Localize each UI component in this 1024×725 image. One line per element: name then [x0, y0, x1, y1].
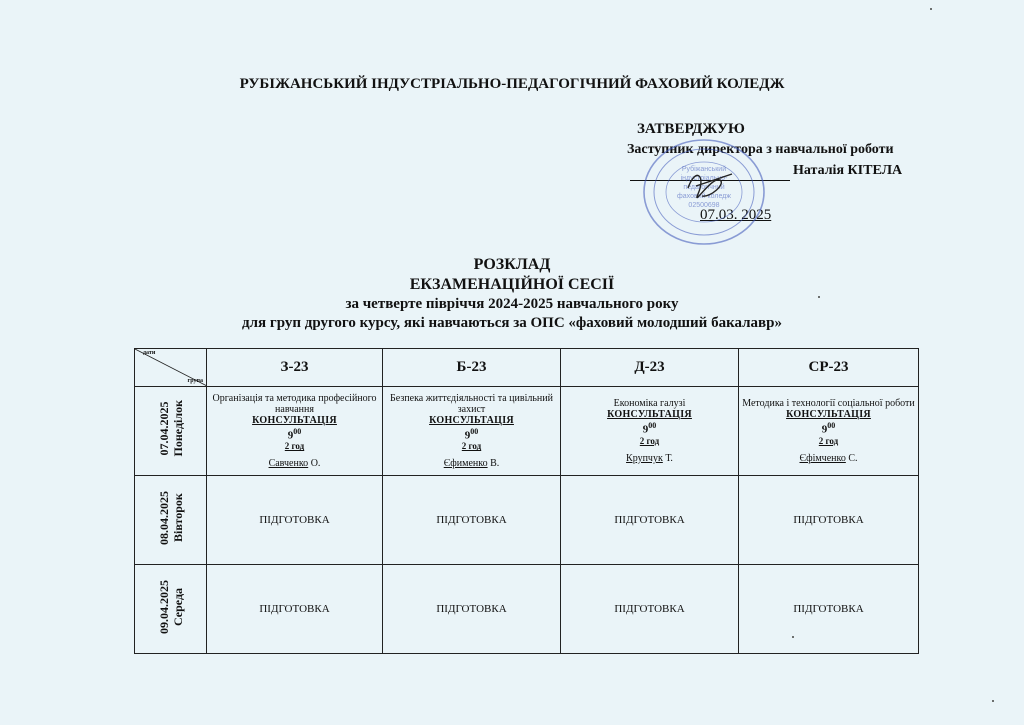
day-cell: [135, 565, 207, 654]
approver-name: Наталія КІТЕЛА: [793, 163, 903, 178]
subject: Організація та методика професійного навчання: [212, 392, 377, 415]
header-row: [135, 349, 919, 387]
official-stamp: [640, 136, 768, 248]
stamp-code: 02500698: [688, 202, 720, 209]
stamp-line-1: Рубіжанський: [681, 166, 727, 173]
corner-cell: [135, 349, 207, 387]
day-cell: [135, 387, 207, 476]
corner-dates-label: дати: [143, 350, 156, 356]
subject: Економіка галузі: [613, 398, 686, 410]
approval-role: Заступник директора з навчальної роботи: [627, 142, 894, 157]
start-time: $9^{00}$: [821, 421, 836, 436]
title-line-3: за четверте півріччя 2024-2025 навчального року: [345, 296, 679, 312]
teacher: Єфименко В.: [443, 458, 500, 470]
preparation-cell: ПІДГОТОВКА: [739, 565, 919, 654]
consultation-cell: [383, 387, 561, 476]
exam-schedule-table: [134, 348, 919, 654]
event-kind: КОНСУЛЬТАЦІЯ: [786, 409, 871, 421]
event-kind: КОНСУЛЬТАЦІЯ: [429, 414, 514, 426]
scan-speck: [792, 636, 794, 638]
start-time: $9^{00}$: [464, 426, 479, 442]
schedule-row: [135, 565, 919, 654]
scan-speck: [992, 700, 994, 702]
group-header: Б-23: [383, 349, 561, 387]
stamp-line-2: індустріально-: [680, 175, 728, 182]
preparation-cell: ПІДГОТОВКА: [383, 476, 561, 565]
scan-speck: [818, 296, 820, 298]
preparation-cell: ПІДГОТОВКА: [561, 476, 739, 565]
preparation-cell: ПІДГОТОВКА: [207, 565, 383, 654]
duration: 2 год: [284, 441, 305, 452]
day-weekday: Вівторок: [170, 493, 185, 542]
day-date: 07.04.2025: [156, 401, 171, 456]
subject: Безпека життєдіяльності та цивільний захист: [390, 392, 553, 415]
stamp-line-3: педагогічний: [683, 184, 725, 191]
document-title: [0, 255, 1024, 333]
day-weekday: Середа: [170, 587, 185, 626]
title-line-4: для груп другого курсу, які навчаються за ОПС «фаховий молодший бакалавр»: [242, 315, 782, 331]
teacher: Савченко О.: [268, 458, 321, 470]
preparation-cell: ПІДГОТОВКА: [739, 476, 919, 565]
event-kind: КОНСУЛЬТАЦІЯ: [607, 409, 692, 421]
consultation-cell: [739, 387, 919, 476]
preparation-cell: ПІДГОТОВКА: [561, 565, 739, 654]
day-weekday: Понеділок: [170, 400, 185, 457]
approval-title: ЗАТВЕРДЖУЮ: [637, 121, 745, 137]
scan-speck: [930, 8, 932, 10]
consultation-cell: [561, 387, 739, 476]
schedule-row: [135, 476, 919, 565]
schedule-row: [135, 387, 919, 476]
duration: 2 год: [461, 441, 482, 452]
duration: 2 год: [818, 435, 839, 446]
start-time: $9^{00}$: [287, 426, 302, 442]
approval-date: 07.03. 2025: [700, 207, 772, 223]
group-header: З-23: [207, 349, 383, 387]
consultation-cell: [207, 387, 383, 476]
title-line-2: ЕКЗАМЕНАЦІЙНОЇ СЕСІЇ: [409, 276, 615, 293]
title-line-1: РОЗКЛАД: [473, 256, 551, 273]
corner-group-label: група: [187, 378, 203, 384]
teacher: Єфімченко С.: [799, 452, 858, 464]
duration: 2 год: [639, 435, 660, 446]
day-date: 09.04.2025: [156, 579, 171, 634]
day-cell: [135, 476, 207, 565]
teacher: Крупчук Т.: [626, 452, 673, 464]
preparation-cell: ПІДГОТОВКА: [383, 565, 561, 654]
preparation-cell: ПІДГОТОВКА: [207, 476, 383, 565]
group-header: Д-23: [561, 349, 739, 387]
subject: Методика і технології соціальної роботи: [742, 398, 915, 410]
start-time: $9^{00}$: [642, 421, 657, 436]
event-kind: КОНСУЛЬТАЦІЯ: [252, 414, 337, 426]
college-name: РУБІЖАНСЬКИЙ ІНДУСТРІАЛЬНО-ПЕДАГОГІЧНИЙ ФАХОВИЙ КОЛЕДЖ: [239, 76, 785, 92]
stamp-line-4: фаховий коледж: [677, 193, 731, 200]
group-header: СР-23: [739, 349, 919, 387]
day-date: 08.04.2025: [156, 490, 171, 545]
